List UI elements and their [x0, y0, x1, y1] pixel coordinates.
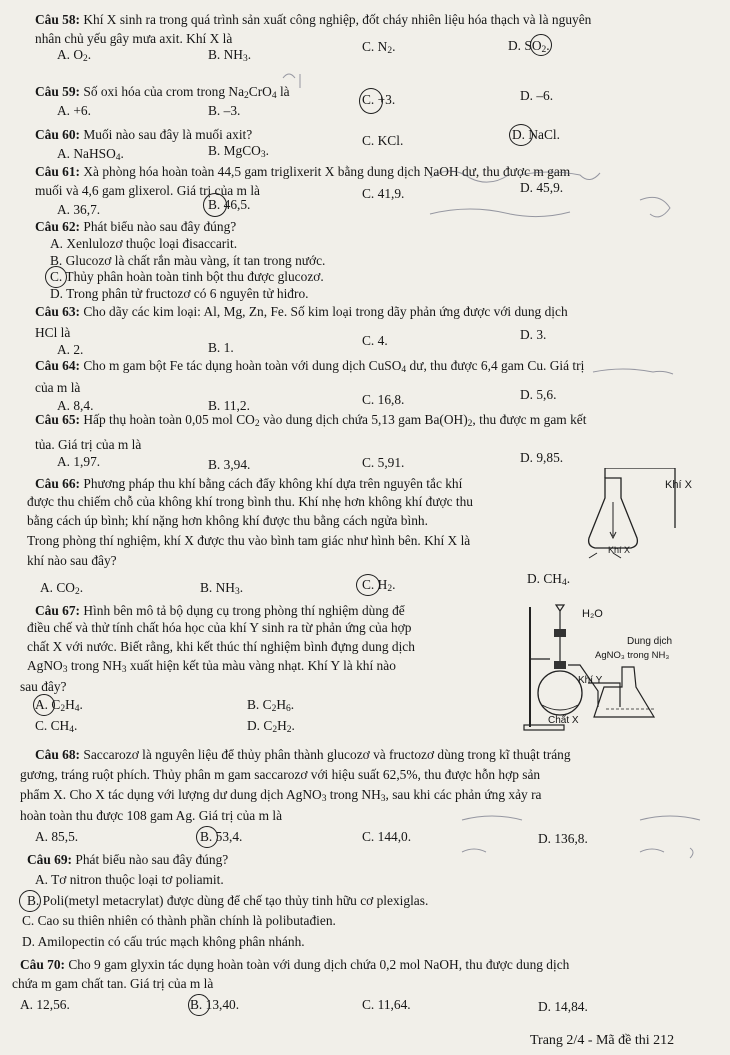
q65-stem-line1: Câu 65: Hấp thụ hoàn toàn 0,05 mol $CO_2$ vào dung dịch chứa 5,13 gam $Ba(OH)_2$, thu được m gam kết — [35, 412, 587, 429]
q66-stem-line1: Câu 66: Phương pháp thu khí bằng cách đẩy không khí dựa trên nguyên tắc khí — [35, 476, 463, 491]
q62-option-d: D. Trong phân tử fructozơ có 6 nguyên tử hiđro. — [50, 286, 309, 301]
q63-option-a: A. 2. — [57, 342, 84, 357]
q70-stem-line1: Câu 70: Cho 9 gam glyxin tác dụng hoàn toàn với dung dịch chứa 0,2 mol NaOH, thu được dung dịch — [20, 957, 570, 972]
q62-answer-circle — [45, 266, 67, 288]
q62-option-a: A. Xenlulozơ thuộc loại đisaccarit. — [50, 236, 238, 251]
q58-option-b: B. $NH_3$. — [208, 47, 252, 64]
q61-answer-circle — [203, 193, 227, 217]
q66-stem-line5: khí nào sau đây? — [27, 553, 117, 568]
q70-option-a: A. 12,56. — [20, 997, 70, 1012]
q63-stem-line1: Câu 63: Cho dãy các kim loại: Al, Mg, Zn, Fe. Số kim loại trong dãy phản ứng được với dung dịch — [35, 304, 568, 319]
q61-stem-line1: Câu 61: Xà phòng hóa hoàn toàn 44,5 gam triglixerit X bằng dung dịch NaOH dư, thu được m gam — [35, 164, 571, 179]
q69-option-b: B. Poli(metyl metacrylat) được dùng để chế tạo thủy tinh hữu cơ plexiglas. — [27, 893, 429, 908]
q69-option-d: D. Amilopectin có cấu trúc mạch không phân nhánh. — [22, 934, 305, 949]
q67-figure-label-dd2: AgNO₃ trong NH₃ — [595, 650, 670, 661]
q59-stem: Câu 59: Số oxi hóa của crom trong $Na_2CrO_4$ là — [35, 84, 290, 101]
q59-option-c: C. +3. — [362, 92, 396, 107]
q59-option-d: D. –6. — [520, 88, 554, 103]
q59-option-b: B. –3. — [208, 103, 241, 118]
q61-option-d: D. 45,9. — [520, 180, 564, 195]
q70-answer-circle — [188, 994, 210, 1016]
q59-option-a: A. +6. — [57, 103, 91, 118]
q66-option-b: B. $NH_3$. — [200, 580, 244, 597]
q58-option-c: C. $N_2$. — [362, 39, 396, 56]
q69-answer-circle — [19, 890, 41, 912]
q67-stem-line1: Câu 67: Hình bên mô tả bộ dụng cụ trong phòng thí nghiệm dùng để — [35, 603, 405, 618]
q65-option-b: B. 3,94. — [208, 457, 251, 472]
q64-option-d: D. 5,6. — [520, 387, 557, 402]
q70-option-c: C. 11,64. — [362, 997, 411, 1012]
q58-stem-line2: nhân chủ yếu gây mưa axit. Khí X là — [35, 31, 233, 46]
q67-figure-label-h2o: H₂O — [582, 608, 603, 620]
q67-option-a: A. $C_2H_4$. — [35, 697, 83, 714]
q60-option-d: D. NaCl. — [512, 127, 560, 142]
q66-figure-label-inside: Khí X — [608, 545, 631, 555]
q65-option-d: D. 9,85. — [520, 450, 564, 465]
q62-option-b: B. Glucozơ là chất rắn màu vàng, ít tan trong nước. — [50, 253, 326, 268]
q61-option-b: B. 46,5. — [208, 197, 251, 212]
q64-stem-line2: của m là — [35, 380, 81, 395]
q66-figure-label-top: Khí X — [665, 479, 692, 491]
q61-option-c: C. 41,9. — [362, 186, 405, 201]
q67-option-d: D. $C_2H_2$. — [247, 718, 295, 735]
q68-stem-line3: phẩm X. Cho X tác dụng với lượng dư dung dịch AgNO$_3$ trong $NH_3$, sau khi các phản ứng xảy ra — [20, 787, 542, 804]
q67-figure-label-khiy: Khí Y — [578, 675, 603, 686]
q60-answer-circle — [509, 124, 533, 146]
q66-option-d: D. $CH_4$. — [527, 571, 571, 588]
q68-stem-line4: hoàn toàn thu được 108 gam Ag. Giá trị của m là — [20, 808, 283, 823]
q60-option-b: B. MgCO$_3$. — [208, 143, 269, 160]
q68-stem-line1: Câu 68: Saccarozơ là nguyên liệu để thủy phân thành glucozơ và fructozơ dùng trong kĩ thuật tráng — [35, 747, 571, 762]
q61-stem-line2: muối và 4,6 gam glixerol. Giá trị của m là — [35, 183, 260, 198]
q68-option-b: B. 53,4. — [200, 829, 243, 844]
q63-stem-line2: HCl là — [35, 325, 71, 340]
q67-option-b: B. $C_2H_6$. — [247, 697, 295, 714]
q69-option-c: C. Cao su thiên nhiên có thành phần chính là polibutađien. — [22, 913, 336, 928]
q68-option-d: D. 136,8. — [538, 831, 588, 846]
q64-option-c: C. 16,8. — [362, 392, 405, 407]
q63-option-b: B. 1. — [208, 340, 234, 355]
q61-option-a: A. 36,7. — [57, 202, 101, 217]
q63-option-c: C. 4. — [362, 333, 388, 348]
q58-stem-line1: Câu 58: Khí X sinh ra trong quá trình sản xuất công nghiệp, đốt cháy nhiên liệu hóa thạch và là nguyên — [35, 12, 592, 27]
q69-stem: Câu 69: Phát biểu nào sau đây đúng? — [27, 852, 229, 867]
q67-option-c: C. $CH_4$. — [35, 718, 78, 735]
q67-stem-line3: chất X với nước. Biết rằng, khi kết thúc thí nghiệm bình đựng dung dịch — [27, 639, 415, 654]
q66-option-a: A. $CO_2$. — [40, 580, 84, 597]
q64-option-a: A. 8,4. — [57, 398, 94, 413]
q67-figure-label-dd1: Dung dịch — [627, 636, 673, 647]
q60-option-a: A. NaHSO$_4$. — [57, 146, 124, 163]
q66-stem-line3: bằng cách úp bình; khí nặng hơn không khí được thu bằng cách ngửa bình. — [27, 513, 428, 528]
q59-answer-circle — [359, 88, 383, 114]
q69-option-a: A. Tơ nitron thuộc loại tơ poliamit. — [35, 872, 224, 887]
q60-option-c: C. KCl. — [362, 133, 404, 148]
q63-option-d: D. 3. — [520, 327, 547, 342]
q62-option-c: C. Thủy phân hoàn toàn tinh bột thu được glucozơ. — [50, 269, 324, 284]
page-footer: Trang 2/4 - Mã đề thi 212 — [530, 1033, 675, 1048]
q67-stem-line4: AgNO$_3$ trong $NH_3$ xuất hiện kết tủa màu vàng nhạt. Khí Y là khí nào — [27, 658, 396, 675]
q70-option-d: D. 14,84. — [538, 999, 588, 1014]
q68-stem-line2: gương, tráng ruột phích. Thủy phân m gam saccarozơ với hiệu suất 62,5%, thu được hỗn hợp sản — [20, 767, 541, 782]
q64-option-b: B. 11,2. — [208, 398, 250, 413]
q58-answer-circle — [530, 34, 552, 56]
q67-answer-circle — [33, 694, 55, 716]
q65-stem-line2: tủa. Giá trị của m là — [35, 437, 142, 452]
q70-option-b: B. 13,40. — [190, 997, 240, 1012]
q67-figure-label-chatx: Chất X — [548, 715, 579, 726]
q58-option-d: D. $SO_2$. — [508, 38, 550, 55]
q68-answer-circle — [196, 826, 218, 848]
q66-stem-line2: được thu chiếm chỗ của không khí trong bình thu. Khí nhẹ hơn không khí được thu — [27, 494, 473, 509]
q66-stem-line4: Trong phòng thí nghiệm, khí X được thu vào bình tam giác như hình bên. Khí X là — [27, 533, 471, 548]
q62-stem: Câu 62: Phát biểu nào sau đây đúng? — [35, 219, 237, 234]
q65-option-a: A. 1,97. — [57, 454, 101, 469]
q66-option-c: C. $H_2$. — [362, 577, 396, 594]
q68-option-a: A. 85,5. — [35, 829, 79, 844]
q67-stem-line5: sau đây? — [20, 679, 67, 694]
q60-stem: Câu 60: Muối nào sau đây là muối axit? — [35, 127, 253, 142]
q64-stem-line1: Câu 64: Cho m gam bột Fe tác dụng hoàn toàn với dung dịch CuSO$_4$ dư, thu được 6,4 gam Cu. Giá trị — [35, 358, 585, 375]
q70-stem-line2: chứa m gam chất tan. Giá trị của m là — [12, 976, 214, 991]
q68-option-c: C. 144,0. — [362, 829, 412, 844]
q66-answer-circle — [356, 574, 380, 596]
q58-option-a: A. $O_2$. — [57, 47, 92, 64]
q67-stem-line2: điều chế và thử tính chất hóa học của khí Y sinh ra từ phản ứng của hợp — [27, 620, 412, 635]
q58-label: Câu 58: — [35, 12, 81, 27]
q65-option-c: C. 5,91. — [362, 455, 405, 470]
